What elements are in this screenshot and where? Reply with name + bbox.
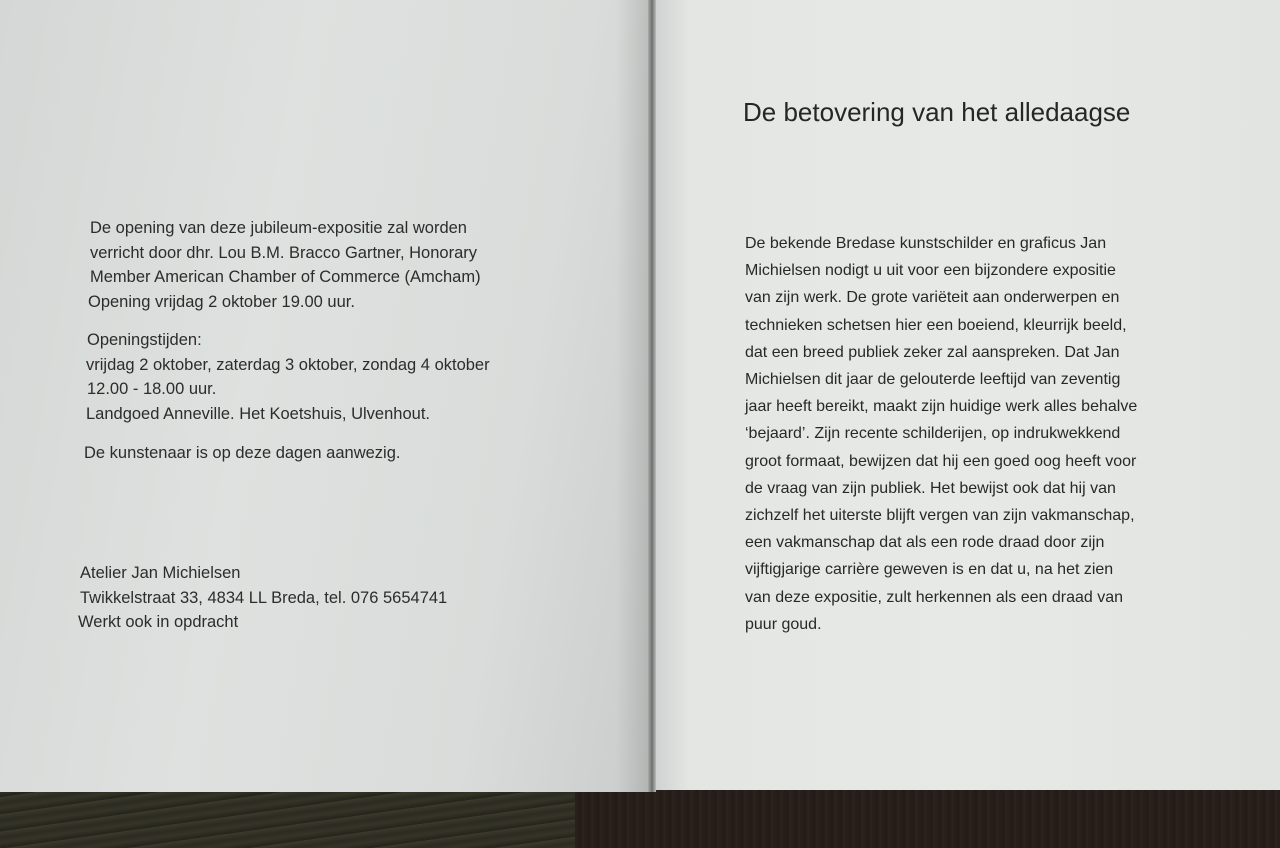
body-line: puur goud. [745,615,822,633]
atelier-commission: Werkt ook in opdracht [78,613,239,631]
hours-heading: Openingstijden: [87,331,202,349]
body-line: groot formaat, bewijzen dat hij een goed oog heeft voor [745,452,1137,470]
body-line: jaar heeft bereikt, maakt zijn huidige werk alles behalve [745,398,1138,416]
opening-line: Member American Chamber of Commerce (Amcham) [90,268,481,286]
body-line: dat een breed publiek zeker zal aanspreken. Dat Jan [745,343,1120,361]
opening-paragraph [90,216,481,314]
body-line: zichzelf het uiterste blijft vergen van zijn vakmanschap, [745,507,1135,525]
body-line: van zijn werk. De grote variëteit aan onderwerpen en [745,289,1120,307]
hours-times: 12.00 - 18.00 uur. [87,380,217,398]
body-line: van deze expositie, zult herkennen als een draad van [745,588,1124,606]
opening-hours [87,328,490,426]
body-line: De bekende Bredase kunstschilder en graficus Jan [745,235,1107,252]
intro-paragraph [745,230,1137,638]
opening-line: Opening vrijdag 2 oktober 19.00 uur. [88,292,355,311]
opening-line: De opening van deze jubileum-expositie zal worden [90,219,467,237]
address-block [80,561,447,635]
hours-location: Landgoed Anneville. Het Koetshuis, Ulvenhout. [86,404,430,423]
book-spine [648,0,656,792]
hours-days: vrijdag 2 oktober, zaterdag 3 oktober, zondag 4 oktober [86,355,490,374]
body-line: vijftigjarige carrière geweven is en dat u, na het zien [745,561,1114,579]
atelier-name: Atelier Jan Michielsen [80,564,241,582]
artist-present-note: De kunstenaar is op deze dagen aanwezig. [84,444,401,462]
page-title: De betovering van het alledaagse [743,97,1131,127]
body-line: Michielsen nodigt u uit voor een bijzondere expositie [745,262,1116,280]
atelier-address: Twikkelstraat 33, 4834 LL Breda, tel. 076 5654741 [80,588,448,607]
body-line: een vakmanschap dat als een rode draad door zijn [745,534,1105,552]
body-line: Michielsen dit jaar de gelouterde leeftijd van zeventig [745,371,1121,389]
body-line: ‘bejaard’. Zijn recente schilderijen, op indrukwekkend [745,425,1121,443]
opening-line: verricht door dhr. Lou B.M. Bracco Gartner, Honorary [90,243,478,262]
body-line: de vraag van zijn publiek. Het bewijst ook dat hij van [745,479,1116,497]
body-line: technieken schetsen hier een boeiend, kleurrijk beeld, [745,316,1127,334]
